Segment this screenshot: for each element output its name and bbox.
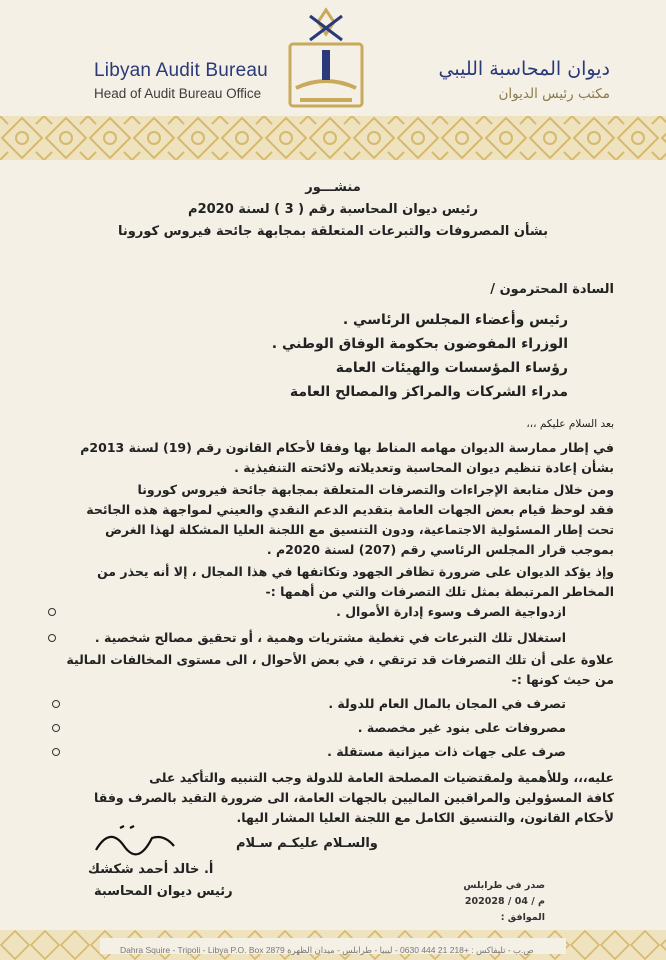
stamp-place: صدر في طرابلس	[463, 880, 545, 891]
memo-subject: بشأن المصروفات والتبرعات المتعلقة بمجابهة جائحة فيروس كورونا	[118, 224, 548, 239]
footer-address: Dahra Squire - Tripoli - Libya P.O. Box 2879 ص.ب - تليفاكس : +218 21 444 0630 - ليبيا - طرابلس - ميدان الظهرة	[120, 945, 534, 955]
paragraph-line: بشأن إعادة تنظيم ديوان المحاسبة وتعديلاته ولائحته التنفيذية .	[234, 460, 614, 475]
bullet-item: مصروفات على بنود غير مخصصة .	[357, 720, 566, 735]
bullet-circle-icon	[48, 634, 56, 642]
bullet-item: استغلال تلك التبرعات في تغطية مشتريات وهمية ، أو تحقيق مصالح شخصية .	[94, 630, 566, 645]
english-title: Libyan Audit Bureau	[94, 60, 268, 81]
bureau-logo	[276, 4, 376, 112]
paragraph-line: تحت إطار المسئولية الاجتماعية، ودون التنسيق مع اللجنة العليا المشكلة لهذا الغرض	[105, 522, 614, 537]
bullet-circle-icon	[52, 724, 60, 732]
english-subtitle: Head of Audit Bureau Office	[94, 86, 262, 101]
bullet-circle-icon	[52, 748, 60, 756]
bullet-circle-icon	[52, 700, 60, 708]
bullet-item: ازدواجية الصرف وسوء إدارة الأموال .	[336, 604, 566, 619]
signatory-title: رئيس ديوان المحاسبة	[94, 884, 233, 899]
salutation: السادة المحترمون /	[490, 282, 614, 297]
greeting: بعد السلام عليكم ،،،	[526, 418, 614, 430]
issue-stamp	[435, 880, 545, 930]
signatory-name: أ. خالد أحمد شكشك	[88, 862, 214, 877]
paragraph-line: فقد لوحظ قيام بعض الجهات العامة بتقديم الدعم النقدي والعيني لمواجهة هذه الجائحة	[86, 502, 614, 517]
stamp-corresponding: الموافق :	[500, 912, 545, 923]
paragraph-line: المخاطر المرتبطة بمثل تلك التصرفات والتي من أهمها :-	[265, 584, 614, 599]
paragraph-line: كافة المسؤولين والمراقبين الماليين بالجهات العامة، الى ضرورة التقيد بالصرف وفقا	[94, 790, 614, 805]
paragraph-line: عليه،،، وللأهمية ولمقتضيات المصلحة العامة للدولة وجب التنبيه والتأكيد على	[149, 770, 614, 785]
memo-heading: منشـــور	[305, 180, 361, 195]
addressee-line: الوزراء المفوضون بحكومة الوفاق الوطني .	[271, 336, 568, 352]
paragraph-line: في إطار ممارسة الديوان مهامه المناط بها وفقا لأحكام القانون رقم (19) لسنة 2013م	[80, 440, 614, 455]
arabic-subtitle: مكتب رئيس الديوان	[498, 86, 610, 102]
paragraph-line: من حيث كونها :-	[511, 672, 614, 687]
paragraph-line: بموجب قرار المجلس الرئاسي رقم (207) لسنة 2020م .	[266, 542, 614, 557]
bullet-circle-icon	[48, 608, 56, 616]
bullet-item: صرف على جهات ذات ميزانية مستقلة .	[327, 744, 566, 759]
letterhead	[0, 0, 666, 118]
ornamental-border	[0, 116, 666, 160]
paragraph-line: لأحكام القانون، والتنسيق الكامل مع اللجنة العليا المشار اليها.	[236, 810, 614, 825]
addressee-line: رئيس وأعضاء المجلس الرئاسي .	[342, 312, 568, 328]
memo-number: رئيس ديوان المحاسبة رقم ( 3 ) لسنة 2020م	[188, 202, 478, 217]
addressee-line: مدراء الشركات والمراكز والمصالح العامة	[289, 384, 568, 400]
closing-greeting: والسـلام عليكـم سـلام	[236, 836, 378, 851]
paragraph-line: وإذ يؤكد الديوان على ضرورة تظافر الجهود وتكاتفها في هذا المجال ، إلا أنه يحذر من	[97, 564, 614, 579]
paragraph-line: علاوة على أن تلك التصرفات قد ترتقي ، في بعض الأحوال ، الى مستوى المخالفات المالية	[66, 652, 614, 667]
stamp-date: 2020م / 04 / 28	[464, 896, 545, 907]
arabic-title: ديوان المحاسبة الليبي	[438, 58, 610, 80]
handwritten-signature	[90, 820, 180, 860]
bullet-item: تصرف في المجان بالمال العام للدولة .	[328, 696, 566, 711]
addressee-line: رؤساء المؤسسات والهيئات العامة	[335, 360, 568, 376]
paragraph-line: ومن خلال متابعة الإجراءات والتصرفات المتعلقة بمجابهة جائحة فيروس كورونا	[137, 482, 614, 497]
